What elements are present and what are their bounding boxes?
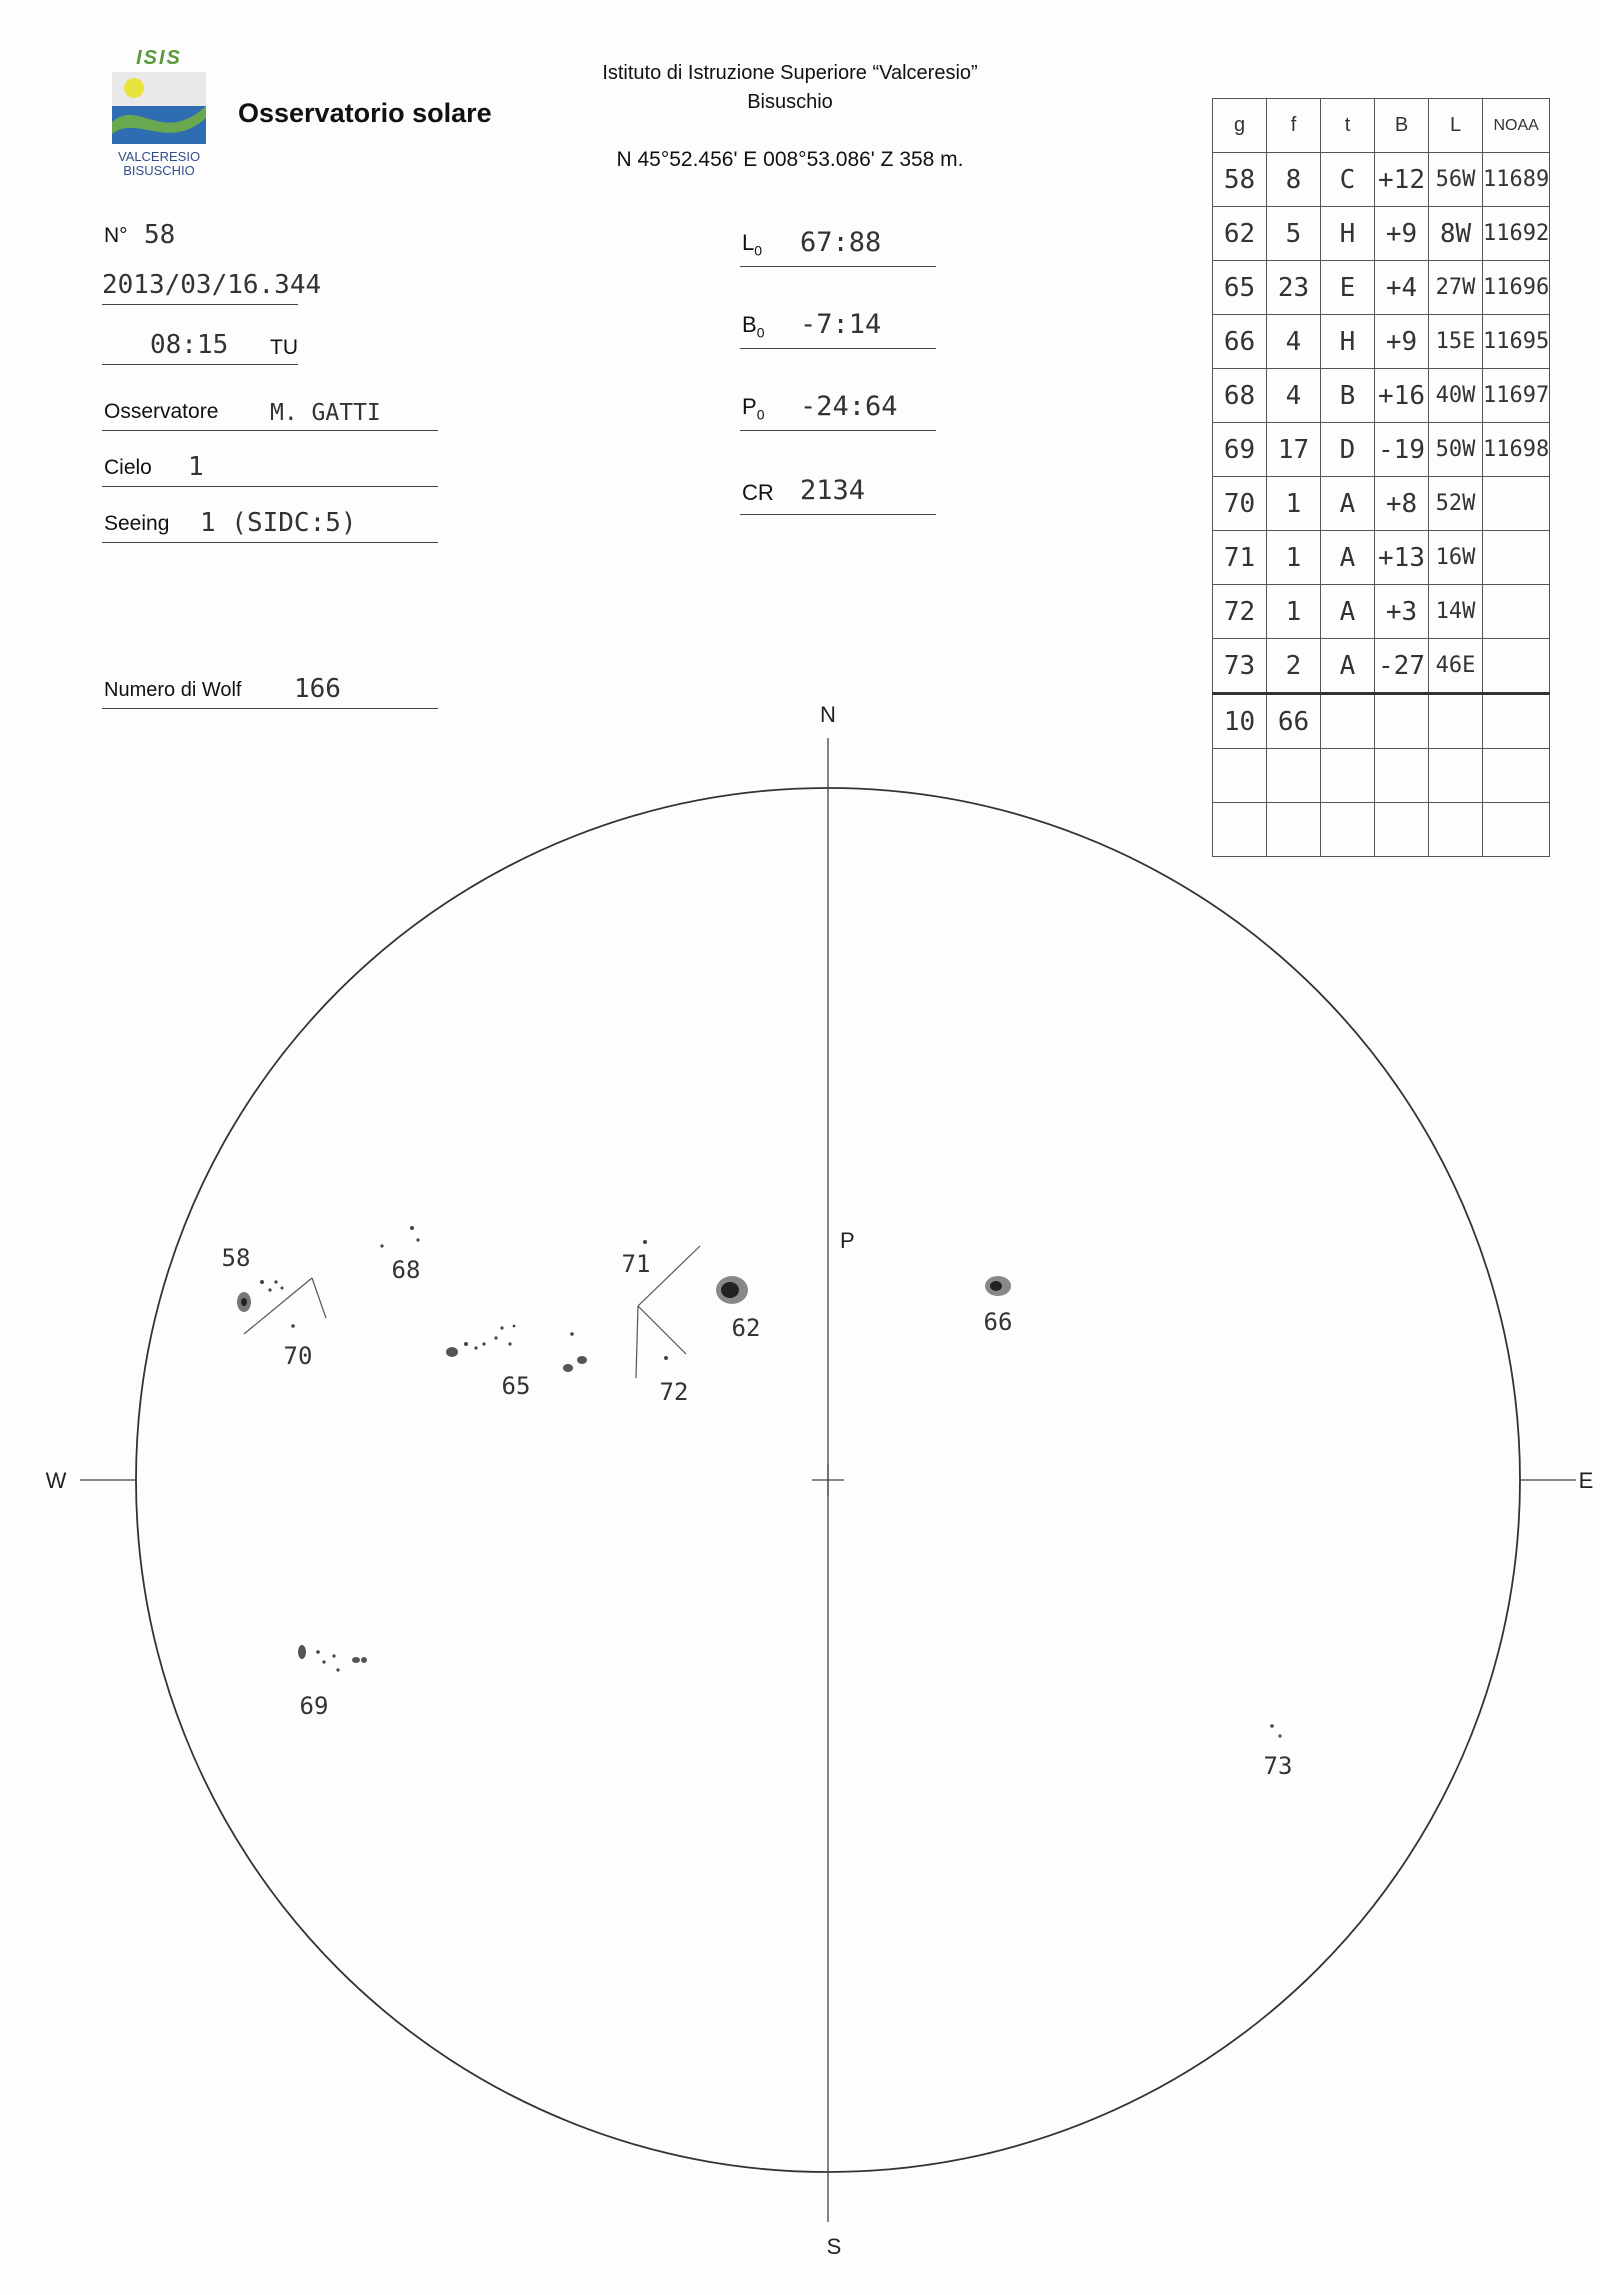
cell-noaa: 11692 — [1483, 207, 1550, 261]
institute-town: Bisuschio — [747, 91, 833, 113]
observatory-coordinates: N 45°52.456' E 008°53.086' Z 358 m. — [616, 148, 964, 171]
group-label-71: 71 — [621, 1250, 651, 1278]
cr-label: CR — [742, 480, 774, 505]
cell-b: +9 — [1375, 315, 1429, 369]
l0-label: $L_0$ — [742, 229, 763, 258]
group-70-marker-line — [312, 1278, 326, 1318]
cell-t: A — [1321, 639, 1375, 694]
spot-58b — [260, 1280, 264, 1284]
cell-f: 4 — [1267, 315, 1321, 369]
sky-value: 1 — [188, 452, 204, 482]
cell-t: H — [1321, 207, 1375, 261]
cell-b: +8 — [1375, 477, 1429, 531]
logo-wordmark: ISIS — [136, 48, 182, 69]
spot-69f — [352, 1657, 360, 1663]
spot-68c — [380, 1244, 383, 1247]
observatory-title: Osservatorio solare — [238, 98, 492, 128]
record-number-label: N° — [104, 224, 128, 247]
cell-b: +13 — [1375, 531, 1429, 585]
group-label-65: 65 — [501, 1372, 531, 1400]
cell-f: 23 — [1267, 261, 1321, 315]
group-label-72: 72 — [659, 1378, 689, 1406]
time-value: 08:15 — [150, 330, 229, 360]
cell-noaa: 11698 — [1483, 423, 1550, 477]
spot-72 — [664, 1356, 668, 1360]
spot-65c — [474, 1346, 477, 1349]
spot-69e — [336, 1668, 339, 1671]
cell-t: B — [1321, 369, 1375, 423]
col-header-g: g — [1213, 99, 1267, 153]
spot-65d — [482, 1342, 485, 1345]
cell-l: 50W — [1429, 423, 1483, 477]
spot-69a — [298, 1645, 306, 1659]
spot-69g — [361, 1657, 367, 1663]
group-label-66: 66 — [983, 1308, 1013, 1336]
sky-label: Cielo — [104, 456, 152, 479]
spot-58a-umbra — [241, 1298, 247, 1306]
spot-71 — [643, 1240, 647, 1244]
observer-value: M. GATTI — [270, 400, 381, 426]
wolf-number-label: Numero di Wolf — [104, 679, 242, 701]
col-header-noaa: NOAA — [1483, 99, 1550, 153]
cell-t: A — [1321, 531, 1375, 585]
spot-73b — [1278, 1734, 1281, 1737]
cell-f: 8 — [1267, 153, 1321, 207]
cell-b: -27 — [1375, 639, 1429, 694]
cell-t: D — [1321, 423, 1375, 477]
spot-65g — [508, 1342, 511, 1345]
group-58-marker-line — [244, 1278, 312, 1334]
b0-label: $B_0$ — [742, 311, 765, 340]
col-header-l: L — [1429, 99, 1483, 153]
spot-65e — [494, 1336, 497, 1339]
spot-68b — [416, 1238, 419, 1241]
cell-g: 65 — [1213, 261, 1267, 315]
cell-t: A — [1321, 477, 1375, 531]
group-72-marker-line-a — [636, 1306, 638, 1378]
cell-l: 15E — [1429, 315, 1483, 369]
spot-58d — [274, 1280, 277, 1283]
institute-name: Istituto di Istruzione Superiore “Valceresio” — [602, 62, 978, 84]
l0-value: 67:88 — [800, 227, 882, 258]
wolf-number-value: 166 — [294, 674, 341, 704]
group-label-62: 62 — [731, 1314, 761, 1342]
cell-l: 46E — [1429, 639, 1483, 694]
cell-t: A — [1321, 585, 1375, 639]
cell-b: +3 — [1375, 585, 1429, 639]
date-value: 2013/03/16.344 — [102, 270, 322, 300]
p0-value: -24:64 — [800, 391, 898, 422]
cell-l: 27W — [1429, 261, 1483, 315]
spot-65k — [577, 1356, 587, 1364]
seeing-value: 1 (SIDC:5) — [200, 508, 357, 538]
group-label-68: 68 — [391, 1256, 421, 1284]
cell-g: 73 — [1213, 639, 1267, 694]
cell-g: 72 — [1213, 585, 1267, 639]
spot-58e — [281, 1287, 284, 1290]
cell-t: E — [1321, 261, 1375, 315]
cell-g: 58 — [1213, 153, 1267, 207]
spot-69b — [316, 1650, 320, 1654]
spot-62-umbra — [721, 1282, 739, 1298]
spot-65i — [570, 1332, 574, 1336]
spot-68a — [410, 1226, 414, 1230]
cell-b: -19 — [1375, 423, 1429, 477]
spot-70 — [291, 1324, 295, 1328]
pole-mark: P — [840, 1228, 855, 1253]
spot-65b — [464, 1342, 468, 1346]
south-label: S — [826, 2234, 842, 2259]
cell-f: 1 — [1267, 585, 1321, 639]
cell-f: 1 — [1267, 477, 1321, 531]
cell-b: +9 — [1375, 207, 1429, 261]
col-header-t: t — [1321, 99, 1375, 153]
col-header-f: f — [1267, 99, 1321, 153]
spot-69c — [322, 1660, 325, 1663]
west-label: W — [45, 1468, 67, 1493]
cell-g: 66 — [1213, 315, 1267, 369]
spot-66-umbra — [990, 1281, 1002, 1291]
cell-f: 1 — [1267, 531, 1321, 585]
spot-65f — [500, 1326, 503, 1329]
cell-l: 52W — [1429, 477, 1483, 531]
p0-label: $P_0$ — [742, 393, 765, 422]
group-label-58: 58 — [221, 1244, 251, 1272]
cell-g: 10 — [1213, 694, 1267, 749]
cell-l: 8W — [1429, 207, 1483, 261]
cell-g: 69 — [1213, 423, 1267, 477]
spot-69d — [332, 1654, 335, 1657]
spot-65a — [446, 1347, 458, 1357]
cell-noaa: 11695 — [1483, 315, 1550, 369]
cell-g: 62 — [1213, 207, 1267, 261]
cell-b: +4 — [1375, 261, 1429, 315]
north-label: N — [820, 702, 836, 727]
cell-f: 4 — [1267, 369, 1321, 423]
cell-l: 16W — [1429, 531, 1483, 585]
observer-label: Osservatore — [104, 400, 219, 423]
cell-t: C — [1321, 153, 1375, 207]
logo-sub1: VALCERESIO — [117, 149, 201, 164]
cell-noaa: 11696 — [1483, 261, 1550, 315]
group-label-69: 69 — [299, 1692, 329, 1720]
record-number-value: 58 — [144, 220, 176, 250]
cell-f: 17 — [1267, 423, 1321, 477]
cr-value: 2134 — [800, 475, 866, 506]
cell-noaa: 11689 — [1483, 153, 1550, 207]
group-label-70: 70 — [283, 1342, 313, 1370]
spot-65h — [513, 1325, 516, 1328]
logo-sub2: BISUSCHIO — [123, 163, 195, 178]
cell-g: 70 — [1213, 477, 1267, 531]
col-header-b: B — [1375, 99, 1429, 153]
cell-g: 68 — [1213, 369, 1267, 423]
cell-f: 2 — [1267, 639, 1321, 694]
spot-58c — [268, 1288, 271, 1291]
cell-b: +16 — [1375, 369, 1429, 423]
cell-g: 71 — [1213, 531, 1267, 585]
cell-f: 66 — [1267, 694, 1321, 749]
cell-f: 5 — [1267, 207, 1321, 261]
cell-l: 40W — [1429, 369, 1483, 423]
cell-l: 56W — [1429, 153, 1483, 207]
group-72-marker-line-b — [638, 1306, 686, 1354]
east-label: E — [1578, 1468, 1594, 1493]
cell-t: H — [1321, 315, 1375, 369]
seeing-label: Seeing — [104, 512, 170, 535]
sunspots — [237, 1226, 1282, 1738]
cell-noaa: 11697 — [1483, 369, 1550, 423]
group-label-73: 73 — [1263, 1752, 1293, 1780]
b0-value: -7:14 — [800, 309, 882, 340]
cell-b: +12 — [1375, 153, 1429, 207]
cell-l: 14W — [1429, 585, 1483, 639]
spot-65j — [563, 1364, 573, 1372]
time-unit: TU — [270, 336, 298, 359]
spot-73a — [1270, 1724, 1274, 1728]
